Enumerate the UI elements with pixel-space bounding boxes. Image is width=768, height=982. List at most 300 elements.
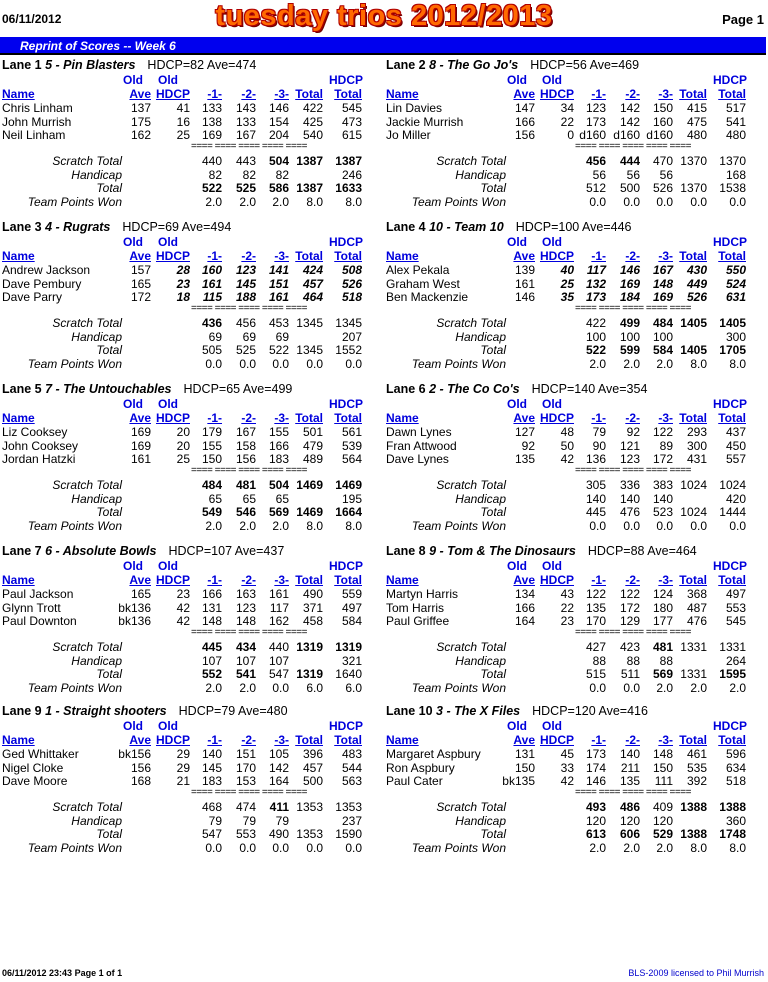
player-htot: 517: [725, 101, 746, 115]
player-g1: 115: [202, 290, 222, 305]
col-header-g1: -1-: [207, 733, 222, 747]
summary-g1: 140: [585, 491, 606, 506]
player-htot: 584: [341, 614, 362, 629]
summary-htot: 168: [725, 167, 746, 182]
summary-g3: 56: [659, 167, 673, 182]
summary-g2: 2.0: [239, 518, 256, 533]
player-ave: 131: [514, 747, 535, 761]
player-name: John Cooksey: [2, 438, 79, 453]
lane-block: [0, 220, 380, 380]
col-header-g3: -3-: [658, 411, 673, 425]
player-g2: 148: [235, 614, 256, 629]
summary-htot: 207: [341, 329, 362, 344]
player-g2: 135: [619, 774, 640, 789]
player-name: Fran Attwood: [386, 438, 457, 453]
col-header-ave: Ave: [129, 733, 151, 747]
player-g3: 166: [268, 438, 289, 453]
team-name: 1 - Straight shooters: [45, 704, 167, 718]
summary-g3: 140: [652, 491, 673, 506]
col-header-htot: Total: [334, 87, 362, 101]
col-header-name: Name: [386, 411, 419, 425]
player-g3: 105: [268, 747, 289, 761]
summary-g3: 120: [652, 813, 673, 828]
player-htot: 550: [725, 263, 746, 277]
player-htot: 437: [725, 425, 746, 439]
summary-label: Handicap: [455, 167, 506, 182]
player-g2: 140: [619, 747, 640, 761]
subtitle: Reprint of Scores -- Week 6: [20, 39, 176, 53]
player-tot: 464: [302, 290, 323, 305]
summary-g1: 422: [585, 316, 606, 330]
summary-g3: 88: [659, 653, 673, 668]
summary-g2: 0.0: [623, 680, 640, 695]
col-header-ave: Ave: [513, 249, 535, 263]
summary-label: Handicap: [455, 813, 506, 828]
lane-block: [384, 58, 764, 218]
player-name: Tom Harris: [386, 600, 445, 615]
lane-title: [2, 220, 231, 234]
summary-label: Team Points Won: [27, 680, 122, 695]
col-header-hdcp: HDCP: [539, 411, 574, 425]
summary-g1: 56: [592, 167, 606, 182]
player-tot: 422: [302, 101, 323, 115]
col-header-g2: -2-: [625, 411, 640, 425]
summary-htot: 1405: [719, 316, 746, 330]
summary-tot: 8.0: [690, 840, 707, 855]
summary-g1: 484: [201, 478, 222, 492]
col-header-ave: Ave: [513, 411, 535, 425]
col-header-g1: -1-: [591, 249, 606, 263]
lane-title: [386, 58, 639, 72]
summary-htot: 1387: [335, 154, 362, 168]
summary-label: Team Points Won: [411, 194, 506, 209]
player-g3: 141: [268, 263, 289, 277]
summary-htot: 8.0: [345, 518, 362, 533]
summary-g2: 525: [235, 181, 256, 196]
player-hdcp: 42: [176, 614, 190, 629]
player-ave: 156: [514, 128, 535, 143]
player-ave: 169: [130, 425, 151, 439]
col-header-htot: Total: [718, 87, 746, 101]
col-header-tot: Total: [679, 87, 707, 101]
player-g2: 188: [235, 290, 256, 305]
summary-tot: 1469: [296, 505, 323, 520]
summary-tot: 1370: [680, 181, 707, 196]
player-ave: 134: [514, 587, 535, 601]
col-header-tot: Total: [295, 249, 323, 263]
summary-g1: 436: [201, 316, 222, 330]
player-name: Paul Cater: [386, 774, 443, 789]
summary-g2: 541: [235, 667, 256, 682]
summary-label: Handicap: [71, 813, 122, 828]
player-name: Dave Parry: [2, 290, 63, 305]
player-name: Dawn Lynes: [386, 425, 452, 439]
player-g2: 169: [619, 276, 640, 291]
summary-g3: 547: [268, 667, 289, 682]
col-header-tot: Total: [679, 249, 707, 263]
col-header-htot: Total: [334, 573, 362, 587]
summary-htot: 8.0: [729, 356, 746, 371]
report-title: tuesday trios 2012/2013: [215, 0, 553, 32]
player-g3: 146: [268, 101, 289, 115]
summary-g2: 553: [235, 827, 256, 842]
summary-g1: 2.0: [205, 680, 222, 695]
summary-label: Team Points Won: [27, 356, 122, 371]
summary-g2: 486: [619, 800, 640, 814]
summary-g1: 100: [585, 329, 606, 344]
col-header-name: Name: [2, 87, 35, 101]
summary-label: Total: [96, 827, 122, 842]
col-header-ave: Ave: [129, 249, 151, 263]
player-g1: 79: [592, 425, 606, 439]
player-g1: d160: [579, 128, 606, 143]
player-ave: 169: [130, 438, 151, 453]
page-number: Page 1: [722, 12, 764, 27]
col-header-g3: -3-: [658, 87, 673, 101]
player-ave: 161: [130, 452, 151, 467]
subtitle-bar: [0, 37, 766, 55]
player-htot: 545: [725, 614, 746, 629]
player-g1: 135: [585, 600, 606, 615]
player-ave: bk136: [118, 614, 151, 629]
summary-htot: 1388: [719, 800, 746, 814]
summary-tot: 0.0: [690, 194, 707, 209]
player-g1: 117: [586, 263, 606, 277]
team-handicap-average: HDCP=56 Ave=469: [530, 58, 640, 72]
footer-license: BLS-2009 licensed to Phil Murrish: [628, 968, 764, 978]
player-hdcp: 23: [560, 614, 574, 629]
summary-tot: 8.0: [306, 194, 323, 209]
col-header-g2: -2-: [625, 87, 640, 101]
summary-tot: 8.0: [690, 356, 707, 371]
summary-htot: 1319: [335, 640, 362, 654]
player-g1: 136: [585, 452, 606, 467]
col-header-hdcp: HDCP: [539, 733, 574, 747]
player-htot: 615: [341, 128, 362, 143]
col-header-name: Name: [386, 733, 419, 747]
team-handicap-average: HDCP=82 Ave=474: [147, 58, 257, 72]
player-ave: 157: [130, 263, 151, 277]
summary-g3: 2.0: [272, 518, 289, 533]
summary-g1: 445: [585, 505, 606, 520]
player-tot: 392: [686, 774, 707, 789]
player-ave: 175: [130, 114, 151, 129]
player-htot: 497: [725, 587, 746, 601]
team-handicap-average: HDCP=120 Ave=416: [532, 704, 648, 718]
summary-label: Scratch Total: [52, 640, 122, 654]
player-htot: 631: [725, 290, 746, 305]
summary-g2: 0.0: [239, 840, 256, 855]
player-name: Margaret Aspbury: [386, 747, 481, 761]
col-header-name: Name: [386, 249, 419, 263]
player-name: Chris Linham: [2, 101, 73, 115]
lane-number: Lane 4: [386, 220, 426, 234]
col-header-old-ave: Old: [507, 73, 527, 87]
summary-g2: 423: [619, 640, 640, 654]
player-g2: 123: [235, 263, 256, 277]
player-htot: 559: [341, 587, 362, 601]
summary-g2: 140: [619, 491, 640, 506]
summary-htot: 1664: [335, 505, 362, 520]
summary-label: Scratch Total: [52, 478, 122, 492]
summary-label: Handicap: [71, 653, 122, 668]
col-header-ave: Ave: [513, 733, 535, 747]
summary-g3: 569: [652, 667, 673, 682]
summary-g1: 0.0: [205, 840, 222, 855]
col-header-old-ave: Old: [507, 719, 527, 733]
player-ave: 127: [514, 425, 535, 439]
summary-g3: 0.0: [272, 840, 289, 855]
player-g2: 143: [235, 101, 256, 115]
summary-g1: 456: [585, 154, 606, 168]
col-header-htot: Total: [334, 733, 362, 747]
summary-htot: 0.0: [345, 840, 362, 855]
summary-g2: 606: [619, 827, 640, 842]
lane-block: [0, 544, 380, 704]
player-g1: 150: [201, 452, 222, 467]
player-hdcp: 42: [560, 452, 574, 467]
player-g3: 122: [652, 425, 673, 439]
summary-tot: 1405: [680, 316, 707, 330]
player-tot: 457: [302, 760, 323, 775]
col-header-name: Name: [2, 249, 35, 263]
player-tot: 415: [686, 101, 707, 115]
summary-g3: 490: [268, 827, 289, 842]
player-tot: 489: [302, 452, 323, 467]
summary-htot: 1469: [335, 478, 362, 492]
player-g1: 179: [201, 425, 222, 439]
player-g1: 138: [201, 114, 222, 129]
summary-htot: 1538: [719, 181, 746, 196]
lane-number: Lane 7: [2, 544, 42, 558]
player-g2: 121: [619, 438, 640, 453]
summary-g1: 505: [201, 343, 222, 358]
player-g1: 123: [585, 101, 606, 115]
player-g3: 111: [654, 774, 673, 789]
player-g3: 164: [268, 774, 289, 789]
col-header-g3: -3-: [274, 733, 289, 747]
col-header-g2: -2-: [625, 733, 640, 747]
player-tot: 501: [302, 425, 323, 439]
player-hdcp: 0: [567, 128, 574, 143]
player-g2: 146: [619, 263, 640, 277]
player-ave: bk135: [502, 774, 535, 789]
col-header-g3: -3-: [658, 249, 673, 263]
player-g3: d160: [646, 128, 673, 143]
col-header-tot: Total: [295, 87, 323, 101]
player-tot: 458: [302, 614, 323, 629]
player-g2: 170: [235, 760, 256, 775]
lane-number: Lane 6: [386, 382, 426, 396]
summary-label: Total: [96, 505, 122, 520]
player-g1: 146: [585, 774, 606, 789]
summary-g2: 511: [620, 667, 640, 682]
player-g1: 145: [201, 760, 222, 775]
summary-label: Scratch Total: [436, 640, 506, 654]
lane-block: [0, 382, 380, 542]
player-g1: 140: [201, 747, 222, 761]
summary-htot: 1590: [335, 827, 362, 842]
summary-label: Total: [480, 827, 506, 842]
summary-htot: 1331: [719, 640, 746, 654]
summary-g1: 2.0: [589, 840, 606, 855]
col-header-hdcp-top: HDCP: [713, 559, 748, 573]
player-hdcp: 18: [176, 290, 190, 305]
player-tot: 431: [686, 452, 707, 467]
player-hdcp: 16: [176, 114, 190, 129]
summary-g2: 2.0: [623, 840, 640, 855]
player-g2: 133: [235, 114, 256, 129]
player-tot: 500: [302, 774, 323, 789]
player-hdcp: 25: [176, 452, 190, 467]
player-g1: 183: [201, 774, 222, 789]
summary-g3: 504: [268, 478, 289, 492]
summary-g3: 440: [268, 640, 289, 654]
team-name: 8 - The Go Jo's: [429, 58, 519, 72]
player-tot: 424: [302, 263, 323, 277]
col-header-g2: -2-: [241, 249, 256, 263]
col-header-g3: -3-: [658, 573, 673, 587]
summary-label: Scratch Total: [436, 800, 506, 814]
summary-htot: 0.0: [729, 194, 746, 209]
summary-g3: 82: [275, 167, 289, 182]
summary-g2: 0.0: [623, 194, 640, 209]
lane-block: [0, 58, 380, 218]
player-name: Neil Linham: [2, 128, 66, 143]
col-header-hdcp: HDCP: [155, 733, 190, 747]
col-header-hdcp: HDCP: [539, 249, 574, 263]
player-hdcp: 45: [560, 747, 574, 761]
summary-tot: 1388: [680, 827, 707, 842]
player-hdcp: 23: [176, 276, 190, 291]
summary-tot: 1345: [296, 343, 323, 358]
summary-htot: 1353: [335, 800, 362, 814]
col-header-old-ave: Old: [507, 559, 527, 573]
player-name: John Murrish: [2, 114, 72, 129]
player-tot: 368: [686, 587, 707, 601]
player-ave: bk136: [118, 600, 151, 615]
player-g3: 177: [652, 614, 673, 629]
col-header-g1: -1-: [591, 411, 606, 425]
col-header-old-hdcp: Old: [542, 719, 562, 733]
summary-tot: 8.0: [306, 518, 323, 533]
team-handicap-average: HDCP=107 Ave=437: [168, 544, 285, 558]
player-htot: 564: [341, 452, 362, 467]
footer-timestamp: 06/11/2012 23:43 Page 1 of 1: [2, 968, 123, 978]
summary-htot: 1024: [719, 478, 746, 492]
player-ave: 139: [514, 263, 535, 277]
player-ave: 92: [521, 438, 535, 453]
player-hdcp: 42: [176, 600, 190, 615]
col-header-old-hdcp: Old: [158, 235, 178, 249]
team-name: 4 - Rugrats: [45, 220, 111, 234]
player-htot: 450: [725, 438, 746, 453]
player-g2: 184: [619, 290, 640, 305]
summary-htot: 300: [725, 329, 746, 344]
summary-tot: 1353: [296, 827, 323, 842]
player-ave: 161: [514, 276, 535, 291]
player-htot: 557: [725, 452, 746, 467]
summary-label: Team Points Won: [27, 840, 122, 855]
col-header-hdcp-top: HDCP: [329, 559, 364, 573]
col-header-hdcp-top: HDCP: [329, 397, 364, 411]
summary-g2: 88: [626, 653, 640, 668]
summary-tot: 1387: [296, 181, 323, 196]
player-name: Jackie Murrish: [386, 114, 464, 129]
summary-g1: 547: [201, 827, 222, 842]
summary-label: Scratch Total: [52, 316, 122, 330]
summary-g1: 512: [585, 181, 606, 196]
player-htot: 544: [341, 760, 362, 775]
summary-g3: 2.0: [656, 356, 673, 371]
summary-htot: 1633: [335, 181, 362, 196]
player-ave: 166: [514, 114, 535, 129]
summary-tot: 0.0: [306, 840, 323, 855]
player-g2: 142: [619, 101, 640, 115]
separator-line: ==== ==== ==== ==== ====: [575, 464, 691, 476]
player-htot: 561: [341, 425, 362, 439]
lane-block: [384, 544, 764, 704]
summary-g2: 65: [242, 491, 256, 506]
col-header-old-ave: Old: [123, 73, 143, 87]
summary-label: Scratch Total: [52, 154, 122, 168]
summary-g1: 0.0: [589, 518, 606, 533]
summary-g3: 0.0: [272, 680, 289, 695]
lane-title: [386, 704, 648, 718]
summary-g2: 444: [619, 154, 640, 168]
player-g2: 153: [235, 774, 256, 789]
player-tot: 526: [686, 290, 707, 305]
summary-label: Total: [96, 667, 122, 682]
lane-block: [384, 382, 764, 542]
col-header-hdcp-top: HDCP: [713, 719, 748, 733]
player-g1: 173: [585, 114, 606, 129]
player-ave: 165: [130, 587, 151, 601]
summary-g2: 476: [619, 505, 640, 520]
player-htot: 518: [341, 290, 362, 305]
summary-g3: 2.0: [656, 840, 673, 855]
player-g3: 161: [268, 587, 289, 601]
summary-g3: 411: [269, 800, 289, 814]
player-hdcp: 28: [176, 263, 190, 277]
summary-g1: 0.0: [205, 356, 222, 371]
player-htot: 473: [341, 114, 362, 129]
summary-g3: 0.0: [656, 194, 673, 209]
col-header-old-hdcp: Old: [158, 73, 178, 87]
col-header-tot: Total: [295, 573, 323, 587]
summary-label: Team Points Won: [411, 680, 506, 695]
summary-g2: 546: [235, 505, 256, 520]
lane-number: Lane 2: [386, 58, 426, 72]
player-htot: 480: [725, 128, 746, 143]
player-g3: 183: [268, 452, 289, 467]
summary-g2: 456: [235, 316, 256, 330]
player-ave: 162: [130, 128, 151, 143]
summary-g3: 453: [268, 316, 289, 330]
player-htot: 541: [725, 114, 746, 129]
player-hdcp: 29: [176, 760, 190, 775]
player-tot: 490: [302, 587, 323, 601]
report-header: [0, 0, 768, 36]
col-header-hdcp: HDCP: [539, 573, 574, 587]
player-ave: 164: [514, 614, 535, 629]
lane-title: [2, 382, 292, 396]
summary-g2: 120: [619, 813, 640, 828]
col-header-htot: Total: [718, 249, 746, 263]
summary-g1: 69: [208, 329, 222, 344]
summary-g3: 383: [652, 478, 673, 492]
player-hdcp: 22: [560, 114, 574, 129]
